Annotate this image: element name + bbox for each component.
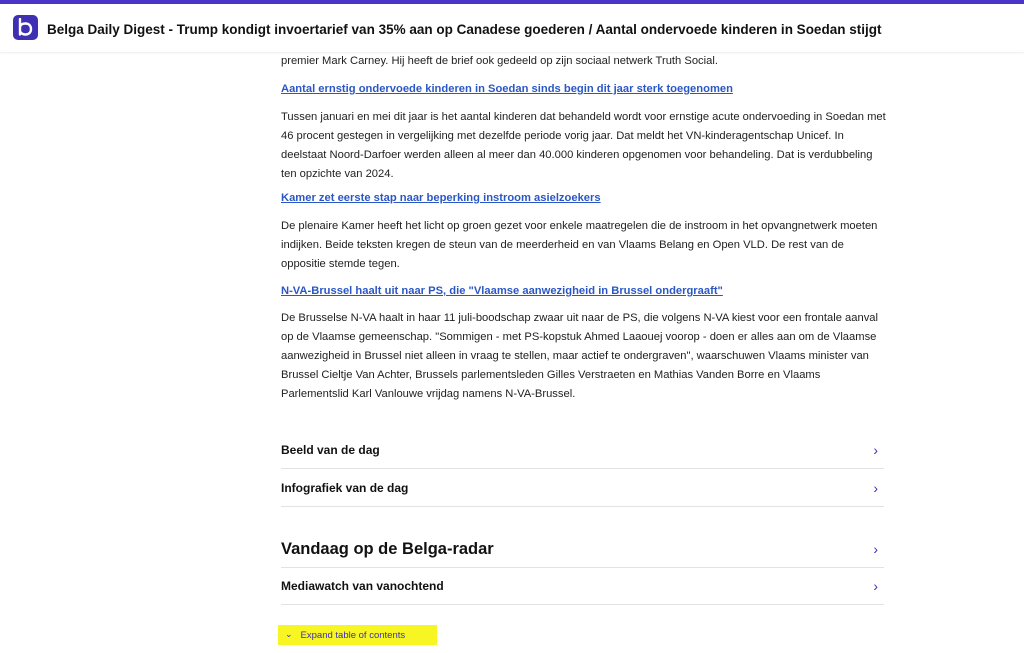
toc-item-vandaag-op-de-belga-radar[interactable]: [281, 531, 884, 568]
paragraph-soedan: Tussen januari en mei dit jaar is het aantal kinderen dat behandeld wordt voor ernstige acute ondervoeding in Soedan met 46 procent gestegen in vergelijking met dezelfde periode vorig jaar. Dat meldt het VN-kinderagentschap Unicef. In deelstaat Noord-Darfoer werden alleen al meer dan 40.000 kinderen opgenomen voor behandeling. Dat is verdubbeling ten opzichte van 2024.: [281, 111, 886, 180]
chevron-right-icon: ›: [873, 541, 878, 557]
chevron-right-icon: ›: [873, 479, 878, 496]
expand-table-of-contents-button[interactable]: [278, 625, 437, 645]
paragraph-kamer: De plenaire Kamer heeft het licht op groen gezet voor enkele maatregelen die de instroom in het opvangnetwerk moeten indijken. Beide teksten kregen de steun van de meerderheid en van Vlaams Belang en Open VLD. De rest van de oppositie stemde tegen.: [281, 220, 878, 270]
toc-item-beeld-van-de-dag[interactable]: [281, 432, 884, 469]
toc-item-infografiek-van-de-dag[interactable]: [281, 469, 884, 507]
headline-soedan-link[interactable]: Aantal ernstig ondervoede kinderen in Soedan sinds begin dit jaar sterk toegenomen: [281, 83, 733, 95]
toc-item-label: Beeld van de dag: [281, 443, 380, 457]
headline-nva-link[interactable]: N-VA-Brussel haalt uit naar PS, die "Vlaamse aanwezigheid in Brussel ondergraaft": [281, 285, 723, 297]
headline-kamer-link[interactable]: Kamer zet eerste stap naar beperking instroom asielzoekers: [281, 192, 601, 204]
expand-toc-label: Expand table of contents: [300, 629, 406, 641]
paragraph-nva: De Brusselse N-VA haalt in haar 11 juli-boodschap zwaar uit naar de PS, die volgens N-VA kiest voor een frontale aanval op de Vlaamse gemeenschap. "Sommigen - met PS-kopstuk Ahmed Laaouej voorop - doen er alles aan om de Vlaamse aanwezigheid in Brussel niet alleen in vraag te stellen, maar actief te ondergraven", waarschuwen Vlaams minister van Brussel Cieltje Van Achter, Brussels parlementsleden Gilles Verstraeten en Mathias Vanden Borre en Vlaams Parlementslid Karl Vanlouwe vrijdag namens N-VA-Brussel.: [281, 312, 878, 400]
top-bar: [0, 0, 1024, 52]
belga-b-glyph: [17, 18, 34, 37]
toc-item-mediawatch-van-vanochtend[interactable]: [281, 568, 884, 605]
belga-logo-icon[interactable]: [13, 15, 38, 40]
chevron-right-icon: ›: [873, 442, 878, 458]
chevron-right-icon: ›: [873, 578, 878, 594]
chevron-down-icon: ⌄: [285, 628, 293, 639]
toc-item-label: Mediawatch van vanochtend: [281, 579, 444, 593]
page-title: Belga Daily Digest - Trump kondigt invoertarief van 35% aan op Canadese goederen / Aantal ondervoede kinderen in Soedan stijgt: [47, 22, 882, 37]
intro-paragraph-tail: premier Mark Carney. Hij heeft de brief ook gedeeld op zijn sociaal netwerk Truth Social.: [281, 55, 718, 67]
toc-item-label: Infografiek van de dag: [281, 480, 409, 495]
toc-item-label: Vandaag op de Belga-radar: [281, 539, 494, 558]
